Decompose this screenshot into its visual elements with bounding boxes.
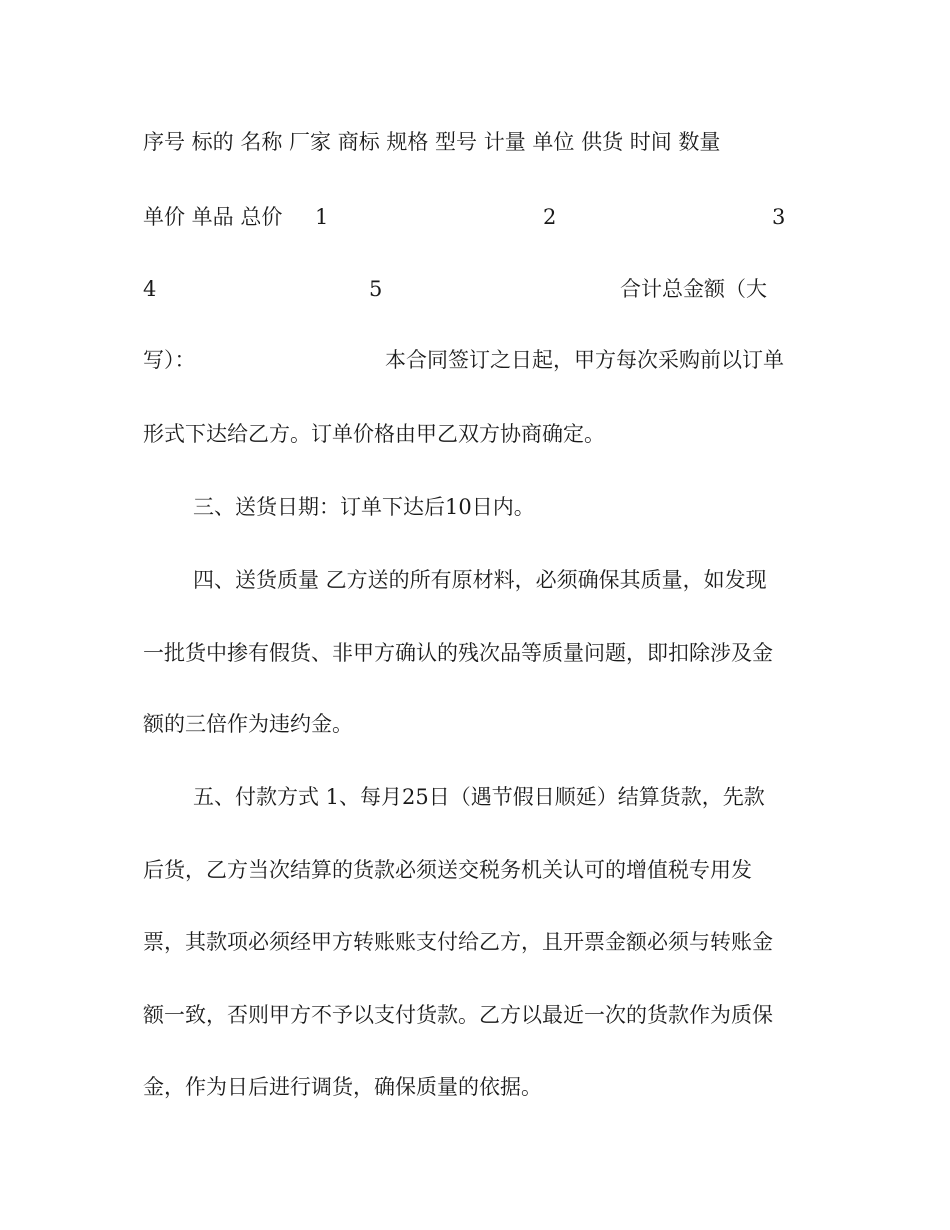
row-number-2: 2	[543, 205, 557, 229]
clause3-delivery-date: 三、送货日期：订单下达后10日内。	[193, 495, 535, 519]
total-and-clause2-line	[143, 340, 803, 380]
clause2-text: 本合同签订之日起，甲方每次采购前以订单	[385, 348, 784, 372]
clause4-line-1: 四、送货质量 乙方送的所有原材料，必须确保其质量，如发现	[193, 568, 767, 592]
clause2-text-cont: 形式下达给乙方。订单价格由甲乙双方协商确定。	[143, 422, 605, 446]
table-header-columns: 单价 单品 总价	[143, 205, 283, 229]
total-amount-label: 合计总金额（大	[620, 277, 767, 301]
clause5-line-4: 额一致，否则甲方不予以支付货款。乙方以最近一次的货款作为质保	[143, 1003, 773, 1027]
clause5-line-2: 后货，乙方当次结算的货款必须送交税务机关认可的增值税专用发	[143, 858, 752, 882]
clause5-line-5: 金，作为日后进行调货，确保质量的依据。	[143, 1075, 542, 1099]
row-number-3: 3	[772, 205, 786, 229]
table-header-line-1: 序号 标的 名称 厂家 商标 规格 型号 计量 单位 供货 时间 数量	[143, 130, 721, 154]
total-amount-label-cont: 写）：	[143, 348, 196, 372]
row-number-5: 5	[369, 277, 383, 301]
clause5-line-1: 五、付款方式 1、每月25日（遇节假日顺延）结算货款，先款	[193, 785, 765, 809]
table-header-line-2	[143, 197, 803, 237]
clause4-line-3: 额的三倍作为违约金。	[143, 712, 353, 736]
table-rows-line	[143, 269, 803, 309]
clause4-line-2: 一批货中掺有假货、非甲方确认的残次品等质量问题，即扣除涉及金	[143, 641, 773, 665]
row-number-4: 4	[143, 277, 157, 301]
clause5-line-3: 票，其款项必须经甲方转账账支付给乙方，且开票金额必须与转账金	[143, 930, 773, 954]
row-number-1: 1	[315, 205, 329, 229]
